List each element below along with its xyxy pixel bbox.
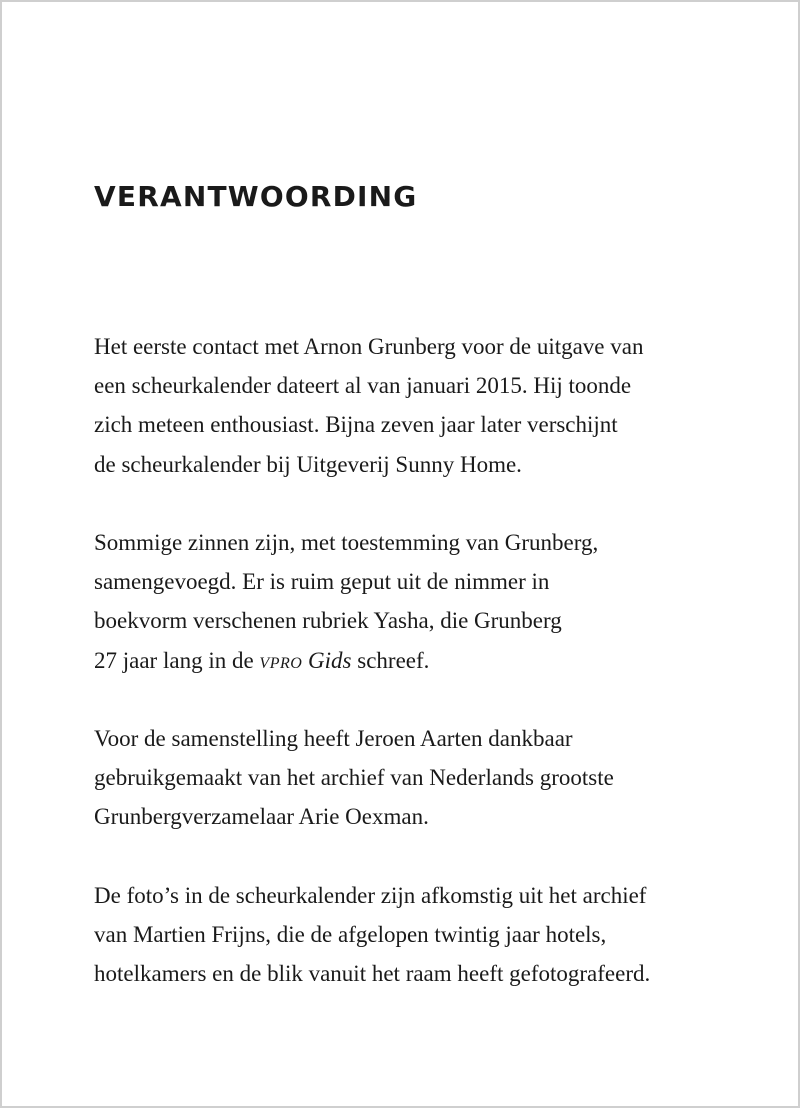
text-fragment: schreef. (351, 647, 430, 673)
paragraph-4 (94, 876, 734, 994)
text-line: De foto’s in de scheurkalender zijn afkomstig uit het archief (94, 882, 647, 908)
text-line: boekvorm verschenen rubriek Yasha, die Grunberg (94, 608, 562, 634)
paragraph-1 (94, 327, 734, 484)
text-line: Grunbergverzamelaar Arie Oexman. (94, 804, 429, 830)
text-line: Het eerste contact met Arnon Grunberg voor de uitgave van (94, 334, 644, 359)
paragraph-3 (94, 719, 734, 837)
text-line: zich meteen enthousiast. Bijna zeven jaar later verschijnt (94, 412, 618, 438)
text-line: hotelkamers en de blik vanuit het raam heeft gefotografeerd. (94, 961, 651, 987)
page-title: VERANTWOORDING (94, 180, 418, 213)
paragraph-2 (94, 523, 734, 680)
text-line: samengevoegd. Er is ruim geput uit de nimmer in (94, 569, 550, 595)
text-fragment: 27 jaar lang in de (94, 647, 260, 673)
text-line: gebruikgemaakt van het archief van Nederlands grootste (94, 765, 614, 791)
text-line: de scheurkalender bij Uitgeverij Sunny Home. (94, 451, 522, 477)
text-line-mixed (94, 641, 734, 680)
gids-italic: Gids (302, 647, 352, 673)
vpro-smallcaps: vpro (259, 647, 303, 673)
body-text (94, 327, 734, 1033)
text-line: een scheurkalender dateert al van januari 2015. Hij toonde (94, 373, 632, 399)
text-line: van Martien Frijns, die de afgelopen twintig jaar hotels, (94, 922, 607, 947)
text-line: Sommige zinnen zijn, met toestemming van Grunberg, (94, 530, 599, 555)
text-line: Voor de samenstelling heeft Jeroen Aarten dankbaar (94, 726, 573, 751)
